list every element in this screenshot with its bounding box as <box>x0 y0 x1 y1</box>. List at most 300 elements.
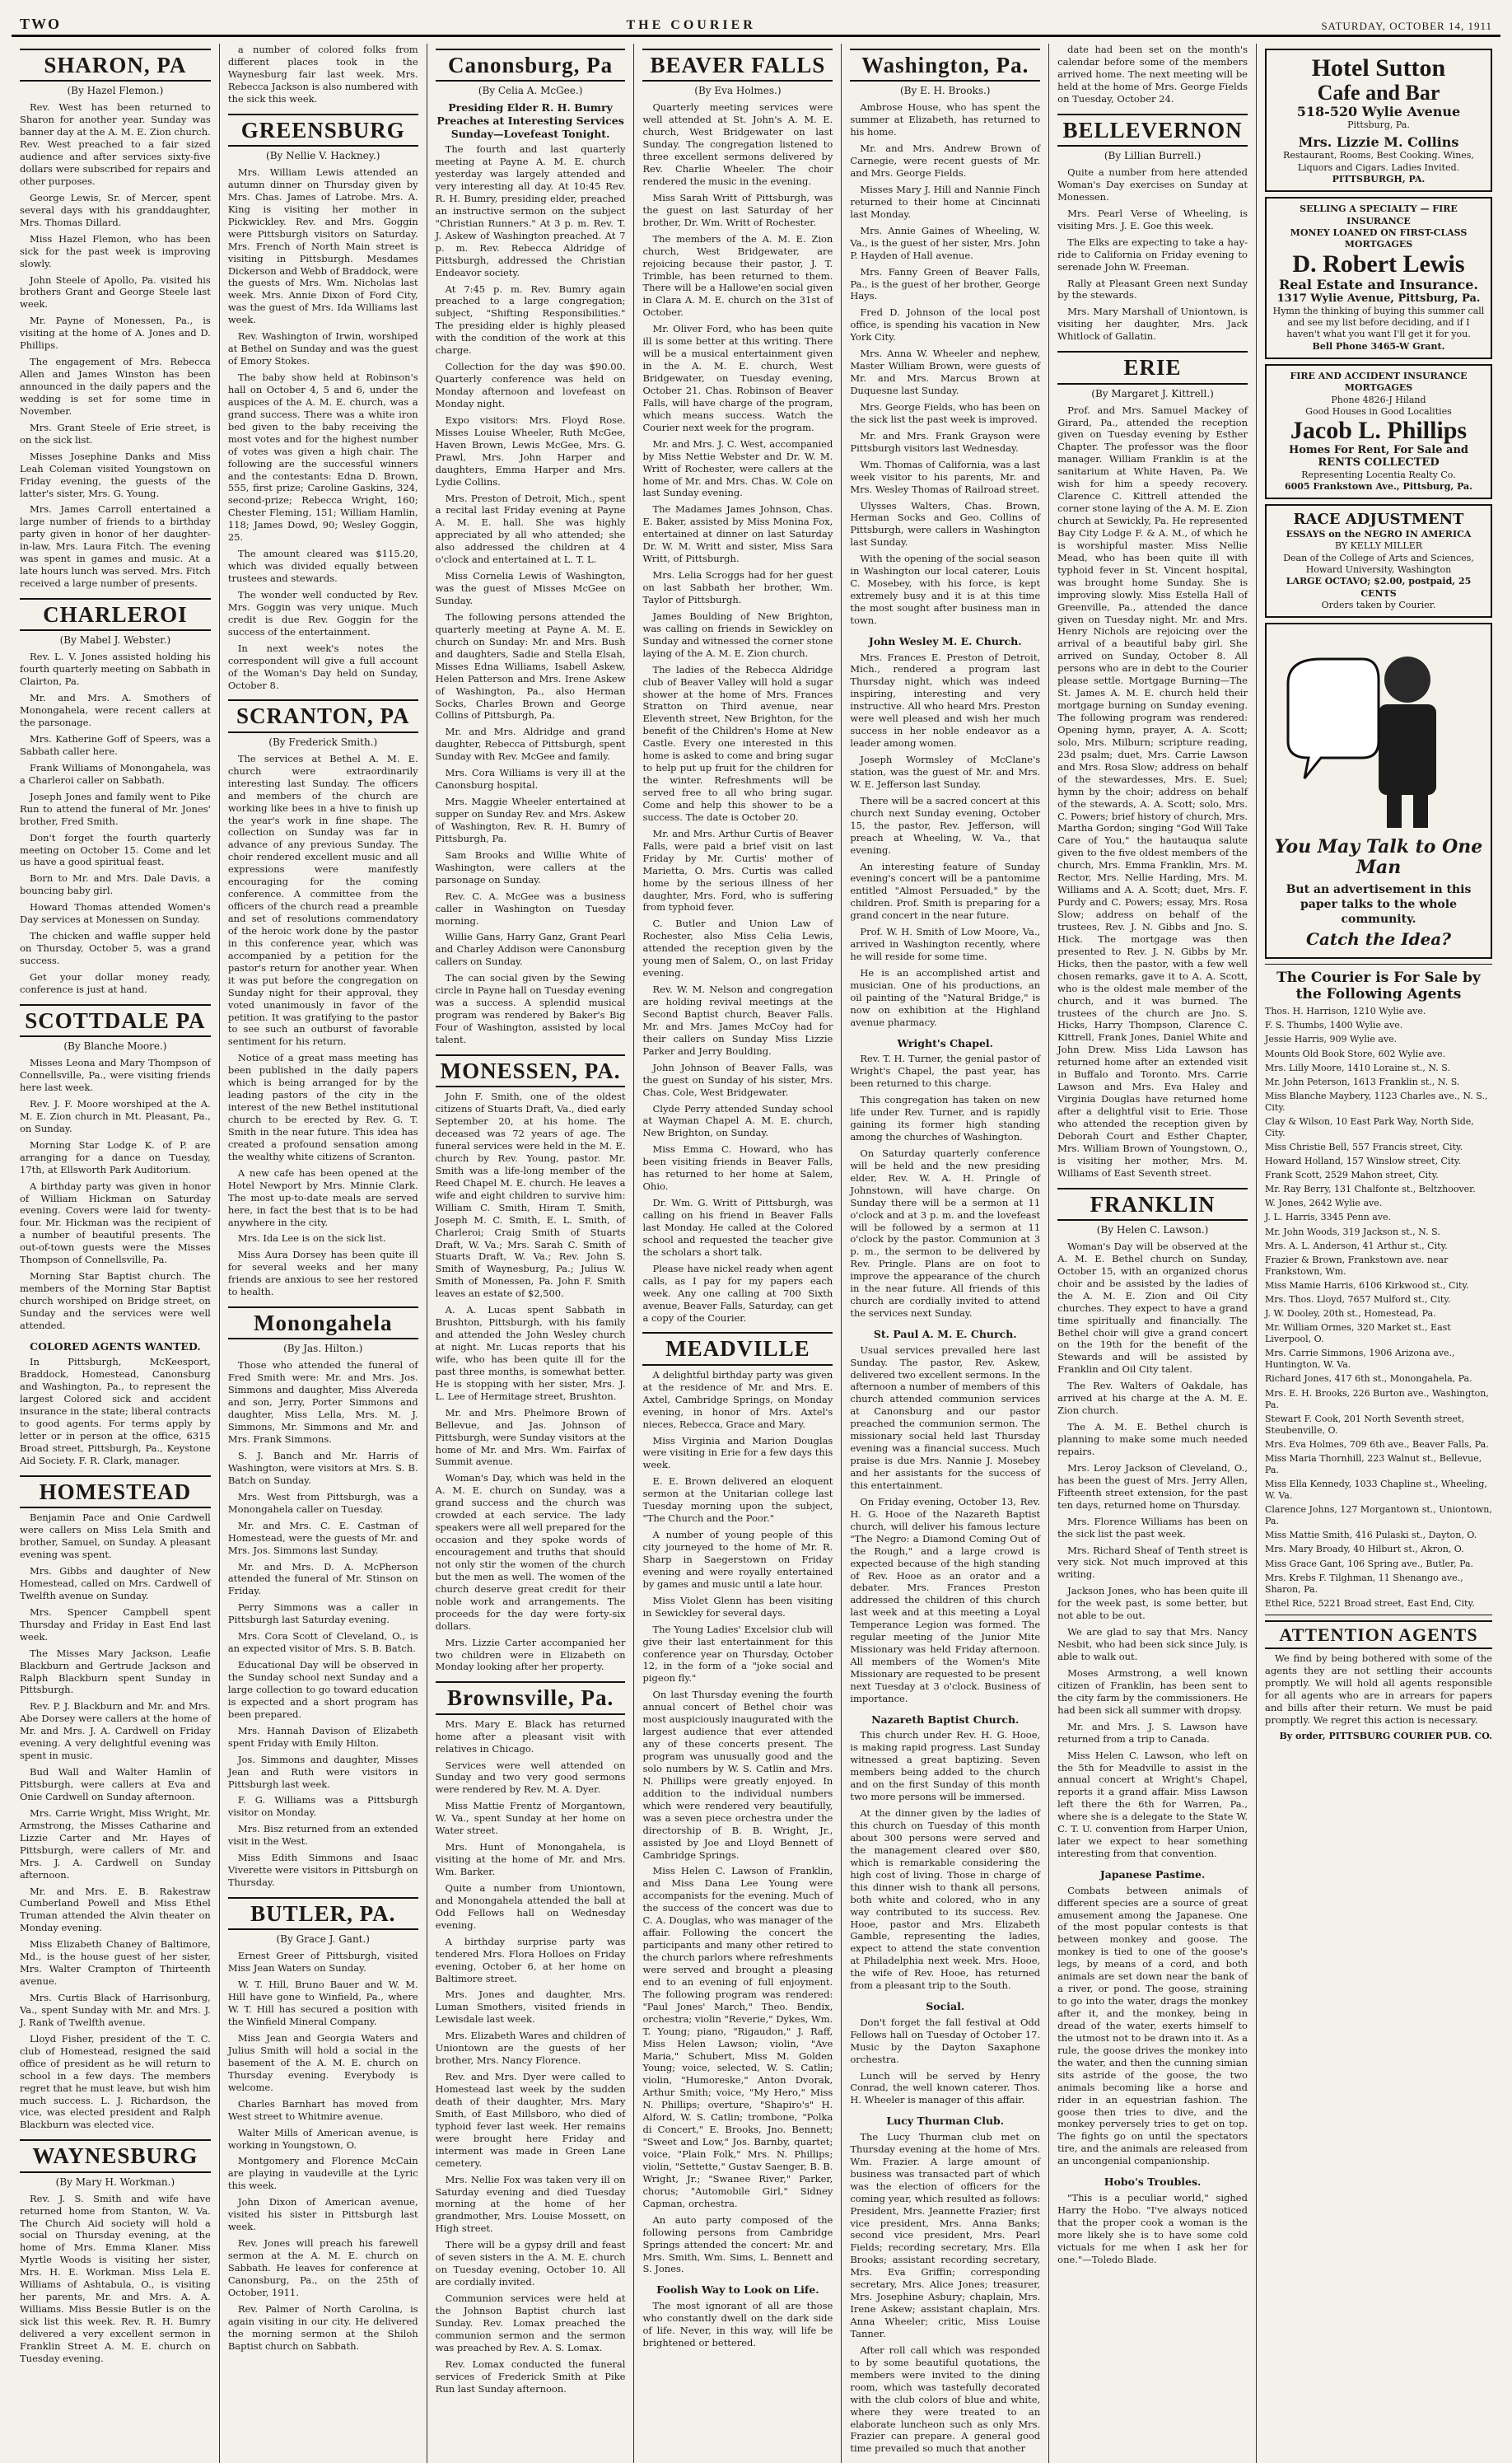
paragraph: C. Butler and Union Law of Rochester, also Miss Celia Lewis, attended the reception given by the young men of Salem, O., on last Friday evening. <box>642 918 833 979</box>
paragraph: With the opening of the social season in Washington our local caterer, Louis C. Mosebey, with his force, is kept extremely busy and it is at this time the most sought after business man in town. <box>850 553 1041 626</box>
column-4 <box>633 44 841 2463</box>
paragraph: Lunch will be served by Henry Conrad, the well known caterer. Thos. H. Wheeler is manager of this affair. <box>850 2069 1041 2106</box>
agent-entry: Clarence Johns, 127 Morgantown st., Uniontown, Pa. <box>1264 1504 1492 1527</box>
paragraph: A birthday surprise party was tendered Mrs. Flora Holloes on Friday evening, October 6, at her home on Baltimore street. <box>435 1935 626 1984</box>
paragraph: Mr. and Mrs. A. Smothers of Monongahela, were recent callers at the parsonage. <box>20 692 211 729</box>
paragraph: Morning Star Lodge K. of P. are arranging for a dance on Tuesday, 17th, at Ellsworth Park Auditorium. <box>20 1138 211 1175</box>
paragraph: Please have nickel ready when agent calls, as I pay for my papers each week. Any one calling at 700 Sixth avenue, Beaver Falls, Saturday, can get a copy of the Courier. <box>642 1262 833 1324</box>
paragraph: S. J. Banch and Mr. Harris of Washington, were visitors at Mrs. S. B. Batch on Sunday. <box>227 1450 418 1486</box>
lewis-phone: Bell Phone 3465-W Grant. <box>1312 340 1445 352</box>
paragraph: Quarterly meeting services were well attended at St. John's A. M. E. church, West Bridgewater on last Sunday. The congregation listened to three excellent sermons delivered by Rev. Charlie Wheeler. The choir rendered the music in the evening. <box>642 101 833 187</box>
race-by: BY KELLY MILLER <box>1334 540 1423 552</box>
paragraph: Miss Cornelia Lewis of Washington, was the guest of Misses McGee on Sunday. <box>435 570 626 607</box>
paragraph: Rev. West has been returned to Sharon for another year. Sunday was banner day at the A. M. E. Zion church. Rev. West preached to a fair sized audience and after services sixty-five dollars were subscribed for repairs and other purposes. <box>20 101 211 187</box>
paragraph: Mr. and Mrs. C. E. Castman of Homestead, were the guests of Mr. and Mrs. Jos. Simmons last Sunday. <box>227 1519 418 1556</box>
paragraph: Miss Emma C. Howard, who has been visiting friends in Beaver Falls, has returned to her home at Salem, Ohio. <box>642 1143 833 1193</box>
news-section <box>850 1713 1040 1992</box>
paragraph: The Madames James Johnson, Chas. E. Baker, assisted by Miss Monina Fox, entertained at dinner on last Saturday Dr. W. M. Writt and sister, Miss Sara Writt, of Pittsburgh. <box>642 503 833 565</box>
paragraph: Mr. and Mrs. Frank Grayson were Pittsburgh visitors last Wednesday. <box>850 429 1041 454</box>
section-headline: MEADVILLE <box>642 1332 833 1365</box>
news-section <box>20 1340 211 1467</box>
paragraph: Miss Helen C. Lawson, who left on the 5th for Meadville to assist in the annual concert at Wright's Chapel, reports it a grand affair. Miss Lawson left there the 6th for Warren, Pa., where she is a delegate to the State W. C. T. U. convention from Harper Union, later we expect to hear something interesting from that convention. <box>1057 1749 1248 1860</box>
hotel-city: Pittsburg, Pa. <box>1347 119 1410 130</box>
paragraph: Mrs. Hannah Davison of Elizabeth spent Friday with Emily Hilton. <box>227 1724 418 1749</box>
lewis-top: SELLING A SPECIALTY — FIRE INSURANCE <box>1300 203 1458 227</box>
agent-entry: Jessie Harris, 909 Wylie ave. <box>1264 1034 1398 1045</box>
paragraph: On last Thursday evening the fourth annual concert of Bethel choir was most auspiciously inaugurated with the largest audience that ever attended any of these concerts present. The program was unusually good and the solo numbers by W. S. Catlin and Mrs. N. Phillips were greatly enjoyed. In addition to the individual numbers which were rendered very beautifully, was a seven piece orchestra under the directorship of B. B. Wright, Jr., assisted by Joe and Lloyd Bennett of Cambridge Springs. <box>642 1689 833 1861</box>
agent-entry: Miss Blanche Maybery, 1123 Charles ave., N. S., City. <box>1264 1090 1488 1113</box>
paragraph: Ambrose House, who has spent the summer at Elizabeth, has returned to his home. <box>850 101 1041 138</box>
divider <box>1265 964 1492 965</box>
column-2 <box>219 44 427 2463</box>
race-title: RACE ADJUSTMENT <box>1293 511 1464 529</box>
paragraph: Mr. and Mrs. E. B. Rakestraw Cumberland Powell and Miss Ethel Truman attended the Alvin theater on Monday evening. <box>20 1885 211 1934</box>
agent-entry: Ethel Rice, 5221 Broad street, East End, City. <box>1264 1597 1475 1609</box>
news-section <box>850 1037 1040 1320</box>
paragraph: Mr. and Mrs. Andrew Brown of Carnegie, were recent guests of Mr. and Mrs. George Fields. <box>850 143 1041 180</box>
paragraph: Rev. W. M. Nelson and congregation are holding revival meetings at the Second Baptist church, Beaver Falls. Mr. and Mrs. James McCoy had for their callers on Sunday Miss Lizzie Parker and Jerry Boulding. <box>642 984 833 1057</box>
news-section <box>436 1681 626 2395</box>
paragraph: Mrs. Hunt of Monongahela, is visiting at the home of Mr. and Mrs. Wm. Barker. <box>435 1841 626 1878</box>
paragraph: Mrs. Mary Marshall of Uniontown, is visiting her daughter, Mrs. Jack Whitlock of Gallatin. <box>1057 306 1248 343</box>
paragraph: James Boulding of New Brighton, was calling on friends in Sewickley on Sunday and witnessed the corner stone laying of the A. M. E. Zion church. <box>642 610 833 659</box>
phillips-note: Good Houses in Good Localities <box>1305 405 1452 417</box>
race-price: LARGE OCTAVO; $2.00, postpaid, 25 CENTS <box>1286 576 1472 599</box>
paragraph: Mr. and Mrs. D. A. McPherson attended the funeral of Mr. Stinson on Friday. <box>227 1560 418 1597</box>
byline: (By Frederick Smith.) <box>268 736 378 748</box>
paragraph: Services were well attended on Sunday and two very good sermons were rendered by Rev. M. A. Dyer. <box>435 1759 626 1796</box>
agent-entry: Mr. John Woods, 319 Jackson st., N. S. <box>1264 1226 1440 1237</box>
paragraph: Montgomery and Florence McCain are playing in vaudeville at the Lyric this week. <box>227 2155 418 2192</box>
paragraph: Miss Elizabeth Chaney of Baltimore, Md., is the house guest of her sister, Mrs. Walter Crampton of Thirteenth avenue. <box>20 1938 211 1988</box>
paragraph: Perry Simmons was a caller in Pittsburgh last Saturday evening. <box>227 1601 418 1626</box>
agent-entry: Mrs. E. H. Brooks, 226 Burton ave., Washington, Pa. <box>1264 1387 1489 1410</box>
paragraph: The chicken and waffle supper held on Thursday, October 5, was a grand success. <box>20 930 211 966</box>
paragraph: The members of the A. M. E. Zion church, West Bridgewater, are rejoicing because their pastor, J. T. Trimble, has been returned to them. There will be a Hallowe'en social given in Clara A. M. E. church on the 31st of October. <box>642 232 833 319</box>
hotel-cafe: Cafe and Bar <box>1317 80 1440 105</box>
paragraph: Mr. and Mrs. Phelmore Brown of Bellevue, and Jas. Johnson of Pittsburgh, were Sunday visitors at the home of Mr. and Mrs. Wm. Fairfax of Summit avenue. <box>435 1406 626 1468</box>
attention-sign: By order, PITTSBURG COURIER PUB. CO. <box>1279 1730 1492 1741</box>
paragraph: Communion services were held at the Johnson Baptist church last Sunday. Rev. Lomax preached the communion sermon and the sermon was preached by Rev. A. S. Lomax. <box>435 2292 626 2353</box>
paragraph: Mrs. Mary E. Black has returned home after a pleasant visit with relatives in Chicago. <box>435 1718 626 1755</box>
paragraph: Miss Edith Simmons and Isaac Viverette were visitors in Pittsburgh on Thursday. <box>227 1852 418 1889</box>
agent-entry: Stewart F. Cook, 201 North Seventh street, Steubenville, O. <box>1264 1413 1464 1436</box>
paragraph: Rev. C. A. McGee was a business caller in Washington on Tuesday morning. <box>435 890 626 927</box>
paragraph: The fourth and last quarterly meeting at Payne A. M. E. church yesterday was largely attended and very interesting all day. At 10:45 Rev. R. H. Bumry, presiding elder, preached an instructive sermon on the subject "Christian Runners." At 3 p. m. Rev. T. J. Askew of Washington preached. At 7 p. m. Rev. Rebecca Aldridge of Pittsburgh, addressed the Christian Endeavor society. <box>435 143 626 278</box>
news-section <box>1057 2176 1248 2265</box>
paragraph: F. G. Williams was a Pittsburgh visitor on Monday. <box>227 1794 418 1819</box>
paragraph: The engagement of Mrs. Rebecca Allen and James Winston has been announced in the daily papers and the wedding is set for some time in November. <box>20 356 211 417</box>
paragraph: Dr. Wm. G. Writt of Pittsburgh, was calling on his friend in Beaver Falls last Monday. He called at the Colored school and requested the teacher give the scholars a short talk. <box>642 1197 833 1258</box>
phillips-address: 6005 Frankstown Ave., Pittsburg, Pa. <box>1284 481 1473 493</box>
paragraph: Joseph Jones and family went to Pike Run to attend the funeral of Mr. Jones' brother, Fred Smith. <box>20 790 211 827</box>
paragraph: Rev. L. V. Jones assisted holding his fourth quarterly meeting on Sabbath in Clairton, Pa. <box>20 651 211 688</box>
paragraph: Miss Aura Dorsey has been quite ill for several weeks and her many friends are anxious to see her restored to health. <box>227 1249 418 1298</box>
news-section <box>1057 114 1248 344</box>
paragraph: The Young Ladies' Excelsior club will give their last entertainment for this conference year on Thursday, October 12, in the form of a "joke social and pigeon fly." <box>642 1623 833 1685</box>
paragraph: Jackson Jones, who has been quite ill for the week past, is some better, but not able to be out. <box>1057 1585 1248 1622</box>
section-headline: Monongahela <box>228 1306 418 1339</box>
paragraph: Woman's Day will be observed at the A. M. E. Bethel church on Sunday, October 15, with an organized chorus choir and be assisted by the ladies of the A. M. E. Zion and Oil City churches. They expect to have a grand time spiritually and financially. The Bethel choir will give a grand concert on the 19th for the benefit of the Stewards and will be assisted by Franklin and Oil City talent. <box>1057 1240 1248 1376</box>
hotel-city-2: PITTSBURGH, PA. <box>1332 174 1426 185</box>
paragraph: Mrs. Carrie Wright, Miss Wright, Mr. Armstrong, the Misses Catharine and Lizzie Carter and Mr. Hayes of Pittsburgh, were callers of Mr. and Mrs. J. A. Cardwell on Sunday afternoon. <box>20 1806 211 1881</box>
paragraph: Mrs. Grant Steele of Erie street, is on the sick list. <box>20 421 211 446</box>
paragraph: A new cafe has been opened at the Hotel Newport by Mrs. Minnie Clark. The most up-to-date meals are served here, in fact the best that is to be had anywhere in the city. <box>227 1166 418 1228</box>
section-headline: SCOTTDALE PA <box>20 1004 211 1037</box>
paragraph: Born to Mr. and Mrs. Dale Davis, a bouncing baby girl. <box>20 872 211 897</box>
paragraph: The Lucy Thurman club met on Thursday evening at the home of Mrs. Wm. Frazier. A large amount of business was transacted part of which was the election of officers for the coming year, which resulted as follows: President, Mrs. Jeannette Frazier; first vice president, Mrs. Anna Banks; second vice president, Mrs. Pearl Fields; recording secretary, Mrs. Ella Brooks; assistant recording secretary, Mrs. Eva Griffin; corresponding secretary, Mrs. Alice Jones; treasurer, Mrs. Josephine Asbury; chaplain, Mrs. Irene Askew; assistant chaplain, Mrs. Anna Wheeler; critic, Miss Louise Tanner. <box>850 2130 1041 2339</box>
paragraph: Rally at Pleasant Green next Sunday by the stewards. <box>1057 277 1248 301</box>
paragraph: "This is a peculiar world," sighed Harry the Hobo. "I've always noticed that the proper cook a woman is the more likely she is to have some cold victuals for me when I ask her for one."—Toledo Blade. <box>1057 2191 1248 2265</box>
paragraph: Mrs. Nellie Fox was taken very ill on Saturday evening and died Tuesday morning at the home of her grandmother, Mrs. Louise Mossett, on High street. <box>435 2173 626 2235</box>
paragraph: Collection for the day was $90.00. Quarterly conference was held on Monday afternoon and lovefeast on Monday night. <box>435 361 626 409</box>
paragraph: We are glad to say that Mrs. Nancy Nesbit, who had been sick since July, is able to walk out. <box>1057 1626 1248 1663</box>
section-headline: SHARON, PA <box>20 49 211 82</box>
phillips-name: Jacob L. Phillips <box>1290 417 1468 445</box>
columns <box>12 44 1500 2455</box>
paragraph: Mrs. Anna W. Wheeler and nephew, Master William Brown, were guests of Mr. and Mrs. Marcus Brown at Duquesne last Sunday. <box>850 348 1041 397</box>
sale-title: The Courier is For Sale by the Following Agents <box>1276 970 1481 1003</box>
paragraph: Prof. and Mrs. Samuel Mackey of Girard, Pa., attended the reception given on Tuesday evening by Esther Chapter. The professor was the floor manager. William Franklin is at the sanitarium at White Haven, Pa. We wish for him a speedy recovery. Clarence C. Kittrell attended the corner stone laying of the A. M. E. Zion church at Sewickly, Pa. He represented Bay City Lodge F. & A. M., of which he is worshipful master. Miss Nellie Mead, who has been quite ill with typhoid fever in St. Vincent hospital, was brought home Sunday. She is improving slowly. Miss Estella Hall of Greenville, Pa., attended the dance given on Tuesday night. Mr. and Mrs. Henry Nichols are rejoicing over the arrival of a beautiful baby girl. She arrived on Sunday, October 8. All persons who are in debt to the Courier please settle. Mortgage Burning—The St. James A. M. E. church held their mortgage burning on Sunday evening. The following program was rendered: Opening hymn, prayer, A. A. Scott; solo, Mrs. Milburn; scripture reading, 23d psalm; duet, Mrs. Carrie Lawson and Mrs. Rosa Slow; address on behalf of the stewardesses, Mrs. E. Suel; hymn by the choir; address on behalf of the stewards, A. A. Scott; solo, Mrs. C. Powers; brief history of church, Mrs. Martha Gordon; singing "God Will Take Care of You," the hautauqua salute given to the five oldest members of the church, Mrs. Emma Franklin, Mrs. M. Rector, Mrs. Nellie Harding, Mrs. M. Williams and A. A. Scott; duet, Mrs. F. Purdy and C. Powers; essay, Mrs. Rosa Slow; address on behalf of the trustees, Rev. J. N. Gibbs and Jno. S. Hick. The mortgage was then presented to Rev. J. N. Gibbs by Mr. Hicks, then the pastor, with a few well chosen remarks, gave it to A. A. Scott, who is the oldest male member of the church, and it was burned. The trustees of the church are Jno. S. Hicks, Harry Thompson, Clarence C. Kittrell, Frank Jones, Daniel White and John Drew. Miss Lida Lawson has returned home after an extended visit in Buffalo and Toronto. Mrs. Carrie Lawson and Mrs. Eva Haley and Virginia Douglas have returned home after a delightful visit to Erie. Those who attended the reception given by Deborah Court and Esther Chapter, Mrs. William Brown of Youngstown, O., is visiting her mother, Mrs. M. Williams of East Seventh street. <box>1057 404 1248 1179</box>
news-section <box>1057 1188 1248 1860</box>
attention-title: ATTENTION AGENTS <box>1265 1620 1492 1649</box>
paragraph: Don't forget the fall festival at Odd Fellows hall on Tuesday of October 17. Music by the Dayton Saxaphone orchestra. <box>850 2016 1041 2065</box>
agents-list <box>1265 1006 1492 1610</box>
column-3 <box>427 44 634 2463</box>
paragraph: The most ignorant of all are those who constantly dwell on the dark side of life. Never, in this way, will life be brightened or bettered. <box>642 2300 833 2348</box>
paragraph: Misses Mary J. Hill and Nannie Finch returned to their home at Cincinnati last Monday. <box>850 183 1041 220</box>
lewis-note: Hymn the thinking of buying this summer call and see my list before deciding, and if I haven't what you want I'll get it for you. <box>1272 305 1485 340</box>
agent-entry: Mrs. Lilly Moore, 1410 Loraine st., N. S. <box>1264 1062 1450 1073</box>
paragraph: Mrs. Pearl Verse of Wheeling, is visiting Mrs. J. E. Goe this week. <box>1057 207 1248 231</box>
paragraph: Mrs. Fanny Green of Beaver Falls, Pa., is the guest of her brother, George Hays. <box>850 265 1041 302</box>
paragraph: Get your dollar money ready, conference is just at hand. <box>20 970 211 995</box>
paragraph: The amount cleared was $115.20, which was divided equally between trustees and stewards. <box>227 548 418 585</box>
subheading: Japanese Pastime. <box>1099 1868 1206 1881</box>
paragraph: Mr. Payne of Monessen, Pa., is visiting at the home of A. Jones and D. Phillips. <box>20 315 211 352</box>
paragraph: Mrs. Lizzie Carter accompanied her two children were in Elizabeth on Monday looking after her property. <box>435 1636 626 1673</box>
news-section <box>850 2000 1040 2106</box>
paragraph: Ulysses Walters, Chas. Brown, Herman Socks and Geo. Collins of Pittsburgh, were callers in Washington last Sunday. <box>850 499 1041 549</box>
paragraph: The can social given by the Sewing circle in Payne hall on Tuesday evening was a success. A splendid musical program was rendered by Baker's Big Four of Washington, assisted by local talent. <box>435 972 626 1045</box>
paragraph: Mrs. Preston of Detroit, Mich., spent a recital last Friday evening at Payne A. M. E. hall. She was highly appreciated by all who attended; she also addressed the children at 4 o'clock and entertained at L. T. L. <box>435 492 626 566</box>
paragraph: Mrs. William Lewis attended an autumn dinner on Thursday given by Mrs. Chas. James of Latrobe. Mrs. A. King is visiting her mother in Pickwickley. Rev. and Mrs. Goggin were Pittsburgh visitors on Saturday. Mrs. French of North Main street is visiting in Pittsburgh. Mesdames Dickerson and Webb of Braddock, were the guests of Mrs. Wm. Nicholas last week. Mrs. Annie Dixon of Ford City, was the guest of Mrs. Ida Williams last week. <box>227 166 418 326</box>
paragraph: Mrs. Lelia Scroggs had for her guest on last Sabbath her brother, Wm. Taylor of Pittsburgh. <box>642 569 833 605</box>
paragraph: Mrs. Florence Williams has been on the sick list the past week. <box>1057 1515 1248 1540</box>
paragraph: Mrs. George Fields, who has been on the sick list the past week is improved. <box>850 400 1041 425</box>
paragraph: Clyde Perry attended Sunday school at Wayman Chapel A. M. E. church, New Brighton, on Sunday. <box>642 1102 833 1139</box>
byline: (By Celia A. McGee.) <box>478 85 583 97</box>
phillips-ad <box>1265 364 1492 499</box>
paragraph: In next week's notes the correspondent will give a full account of the Woman's Day held on Sunday, October 8. <box>227 642 418 691</box>
hotel-name: Hotel Sutton <box>1311 54 1446 82</box>
section-headline: SCRANTON, PA <box>228 699 418 732</box>
agent-entry: Frazier & Brown, Frankstown ave. near Frankstown, Wm. <box>1264 1254 1449 1277</box>
paragraph: Don't forget the fourth quarterly meeting on October 15. Come and let us have a good spiritual feast. <box>20 831 211 868</box>
section-headline: Canonsburg, Pa <box>436 49 626 82</box>
agent-entry: Miss Christie Bell, 557 Francis street, City. <box>1264 1142 1463 1153</box>
paragraph: After roll call which was responded to by some beautiful quotations, the members were invited to the dining room, which was tastefully decorated with the club colors of blue and white, where they were treated to an elaborate luncheon such as only Mrs. Frazier can prepare. A general good time prevailed so much that another <box>850 2344 1041 2455</box>
news-section <box>228 1306 418 1889</box>
column-1 <box>12 44 219 2463</box>
paragraph: Misses Josephine Danks and Miss Leah Coleman visited Youngstown on Friday evening, the guests of the latter's sister, Mrs. G. Young. <box>20 450 211 499</box>
paragraph: An interesting feature of Sunday evening's concert will be a pantomime entitled "Almost Persuaded," by the children. Prof. Smith is preparing for a grand concert in the near future. <box>850 860 1041 922</box>
paragraph: The Rev. Walters of Oakdale, has arrived at his charge at the A. M. E. Zion church. <box>1057 1380 1248 1417</box>
paragraph: He is an accomplished artist and musician. One of his productions, an oil painting of the "Natural Bridge," is now on exhibition at the Highland avenue pharmacy. <box>850 967 1041 1028</box>
paragraph: Mr. and Mrs. Arthur Curtis of Beaver Falls, were paid a brief visit on last Friday by Mr. Curtis' mother of Marietta, O. Mrs. Curtis was called home by the serious illness of her daughter, Mrs. Ford, who is suffering from typhoid fever. <box>642 827 833 914</box>
paragraph: Mrs. Leroy Jackson of Cleveland, O., has been the guest of Mrs. Jerry Allen, Fifteenth street extension, for the past ten days, returned home on Thursday. <box>1057 1461 1248 1511</box>
paragraph: Mr. and Mrs. Aldridge and grand daughter, Rebecca of Pittsburgh, spent Sunday with Rev. McGee and family. <box>435 726 626 763</box>
paragraph: The following persons attended the quarterly meeting at Payne A. M. E. church on Sunday: Mr. and Mrs. Bush and daughters, Sadie and Stella Elsah, Misses Edna Williams, Isabell Askew, Helen Patterson and Mrs. Irene Askew of Washington, Pa., also Herman Socks, Charles Brown and George Collins of Pittsburgh, Pa. <box>435 610 626 722</box>
masthead <box>12 0 1500 37</box>
subheading: Presiding Elder R. H. Bumry Preaches at Interesting Services Sunday—Lovefeast Tonight. <box>436 101 624 140</box>
news-section <box>1057 1868 1248 2167</box>
hotel-proprietor: Mrs. Lizzie M. Collins <box>1298 134 1459 151</box>
subheading: Foolish Way to Look on Life. <box>656 2283 819 2297</box>
news-section <box>642 2283 833 2348</box>
paragraph: Prof. W. H. Smith of Low Moore, Va., arrived in Washington recently, where he will reside for some time. <box>850 926 1041 963</box>
news-section <box>850 2115 1040 2455</box>
paragraph: Walter Mills of American avenue, is working in Youngstown, O. <box>227 2126 418 2151</box>
paragraph: The A. M. E. Bethel church is planning to make some much needed repairs. <box>1057 1421 1248 1457</box>
agent-entry: Thos. H. Harrison, 1210 Wylie ave. <box>1264 1006 1426 1017</box>
paragraph: Mrs. Ida Lee is on the sick list. <box>237 1232 386 1245</box>
paragraph: On Friday evening, October 13, Rev. H. G. Hooe of the Nazareth Baptist church, will deliver his famous lecture "The Negro: a Diamond Coming Out of the Rough," and a large crowd is expected because of the high standing of Rev. Hooe as an orator and a debater. Mrs. Frances Preston addressed the children of this church last week and at this meeting a Loyal Temperance Legion was formed. The regular meeting of the Junior Mite Missionary was held Friday afternoon. All members of the Women's Mite Missionary are requested to be present next Tuesday at 3 o'clock. Business of importance. <box>850 1495 1041 1704</box>
agent-entry: Miss Mattie Smith, 416 Pulaski st., Dayton, O. <box>1264 1530 1477 1541</box>
paragraph: Mrs. Bisz returned from an extended visit in the West. <box>227 1823 418 1848</box>
news-section <box>20 1004 211 1332</box>
paragraph: Mrs. Katherine Goff of Speers, was a Sabbath caller here. <box>20 733 211 757</box>
lewis-sub: Real Estate and Insurance. <box>1278 277 1478 293</box>
paragraph: Mr. Oliver Ford, who has been quite ill is some better at this writing. There will be a musical entertainment given in the A. M. E. church, West Bridgewater, on Tuesday evening, October 21. Chas. Robinson of Beaver Falls, will have charge of the program, which means success. Watch the Courier next week for the program. <box>642 323 833 433</box>
column-7-ads <box>1256 44 1500 2463</box>
agent-entry: Mrs. Thos. Lloyd, 7657 Mulford st., City. <box>1264 1293 1451 1305</box>
phillips-note-2: Representing Locentia Realty Co. <box>1301 469 1456 480</box>
paragraph: E. E. Brown delivered an eloquent sermon at the Unitarian college last Tuesday morning upon the subject, "The Church and the Poor." <box>642 1475 833 1525</box>
agent-entry: Mounts Old Book Store, 602 Wylie ave. <box>1264 1048 1446 1059</box>
byline: (By E. H. Brooks.) <box>899 85 991 97</box>
paragraph: Mrs. Jones and daughter, Mrs. Luman Smothers, visited friends in Lewisdale last week. <box>435 1989 626 2026</box>
paragraph: Mrs. James Carroll entertained a large number of friends to a birthday party given in honor of her daughter-in-law, Mrs. Laura Fitch. The evening was spent in games and music. At a late hours lunch was served. Mrs. Fitch received a large number of presents. <box>20 503 211 590</box>
paragraph: Rev. and Mrs. Dyer were called to Homestead last week by the sudden death of their daughter, Mrs. Mary Smith, of East Millsboro, who died of typhoid fever last week. Her remains were brought here Friday and interment was made in Green Lane cemetery. <box>435 2071 626 2169</box>
paragraph: John Johnson of Beaver Falls, was the guest on Sunday of his sister, Mrs. Chas. Cole, West Bridgewater. <box>642 1061 833 1098</box>
news-section <box>228 1897 418 2352</box>
paragraph: Bud Wall and Walter Hamlin of Pittsburgh, were callers at Eva and Onie Cardwell on Sunday afternoon. <box>20 1766 211 1802</box>
paragraph: Benjamin Pace and Onie Cardwell were callers on Miss Lela Smith and brother, Samuel, on Sunday. A pleasant evening was spent. <box>20 1512 211 1561</box>
paragraph: Misses Leona and Mary Thompson of Connellsville, Pa., were visiting friends here last week. <box>20 1057 211 1094</box>
paragraph: Mrs. Cora Williams is very ill at the Canonsburg hospital. <box>435 767 626 792</box>
paragraph: Mrs. Richard Sheaf of Tenth street is very sick. Not much improved at this writing. <box>1057 1544 1248 1581</box>
byline: (By Nellie V. Hackney.) <box>266 150 380 162</box>
paragraph: Usual services prevailed here last Sunday. The pastor, Rev. Askew, delivered two excellent sermons. In the afternoon a number of members of this church attended communion services at Canonsburg and our pastor preached the communion sermon. The missionary social held last Thursday evening was a financial success. Much praise is due Mrs. Nannie J. Mosebey and her assistants for the success of this entertainment. <box>850 1344 1041 1491</box>
agent-entry: J. L. Harris, 3345 Penn ave. <box>1264 1212 1392 1223</box>
paragraph: A birthday party was given in honor of William Hickman on Saturday evening. Covers were laid for twenty-four. Mr. Hickman was the recipient of a number of beautiful presents. The out-of-town guests were the Misses Thompson of Connellsville, Pa. <box>20 1180 211 1266</box>
byline: (By Grace J. Gant.) <box>276 1933 370 1946</box>
byline: (By Hazel Flemon.) <box>67 85 164 97</box>
byline: (By Eva Holmes.) <box>694 85 782 97</box>
paragraph: Miss Jean and Georgia Waters and Julius Smith will hold a social in the basement of the A. M. E. church on Thursday evening. Everybody is welcome. <box>227 2032 418 2093</box>
talk-note: But an advertisement in this paper talks to the whole community. <box>1286 882 1472 927</box>
byline: (By Blanche Moore.) <box>63 1040 167 1053</box>
paragraph: Miss Helen C. Lawson of Franklin, and Miss Dana Lee Young were accompanists for the evening. Much of the success of the concert was due to C. A. Douglas, who was manager of the affair. Following the concert the participants and many other retired to the church parlors where refreshments were served and brought a pleasing end to an evening of full enjoyment. The following program was rendered: "Paul Jones' March," Theo. Bendix, orchestra; violin "Reverie," Dykes, Wm. T. Young; piano, "Rigaudon," J. Raff, Miss Helen Lawson; violin, "Ave Maria," Schubert, Miss M. Golden Young; voice, selected, W. S. Catlin; violin, "Humoreske," Anton Dvorak, Arthur Smith; voice, "My Hero," Miss N. Phillips; overture, "Shapiro's" H. Alford, W. S. Catlin; trombone, "Polka di Concert," E. Brooks, Jno. Bennett; "Sweet and Low," Jos. Barnby, quartet; voice, "Plain Folk," Mrs. N. Phillips; violin, "Settette," Gustav Saenger, B. B. Wright, Jr.; "Swanee River," Parker, chorus; "Automobile Girl," Sidney Capman, orchestra. <box>642 1865 833 2209</box>
section-headline: BEAVER FALLS <box>642 49 833 82</box>
paragraph: Quite a number from here attended Woman's Day exercises on Sunday at Monessen. <box>1057 166 1248 203</box>
byline: (By Margaret J. Kittrell.) <box>1091 387 1214 400</box>
subheading: Nazareth Baptist Church. <box>871 1713 1020 1726</box>
lewis-address: 1317 Wylie Avenue, Pittsburg, Pa. <box>1276 292 1481 306</box>
paragraph: Miss Virginia and Marion Douglas were visiting in Erie for a few days this week. <box>642 1434 833 1471</box>
lewis-ad <box>1265 197 1492 359</box>
section-headline: MONESSEN, PA. <box>436 1054 626 1087</box>
news-section <box>228 114 418 692</box>
paragraph: Notice of a great mass meeting has been published in the daily papers which is being arranged for by the leading pastors of the city in the interest of the new Bethel institutional church to be erected by Rev. G. T. Smith in the near future. This idea has created a profound sensation among the wealthy white citizens of Scranton. <box>227 1052 418 1162</box>
column-5 <box>841 44 1048 2463</box>
race-sub: ESSAYS on the NEGRO IN AMERICA <box>1286 529 1472 540</box>
paragraph: George Lewis, Sr. of Mercer, spent several days with his granddaughter, Mrs. Thomas Dillard. <box>20 191 211 228</box>
paragraph: Miss Sarah Writt of Pittsburgh, was the guest on last Saturday of her brother, Dr. Wm. Writt of Rochester. <box>642 191 833 228</box>
phillips-sub: Homes For Rent, For Sale and RENTS COLLECTED <box>1288 443 1469 470</box>
paragraph: At the dinner given by the ladies of this church on Tuesday of this month about 300 persons were served and the management cleared over $80, which is remarkable considering the high cost of living. Those in charge of this dinner wish to thank all persons, both white and colored, who in any way contributed to its success. Rev. Hooe, pastor and Mrs. Elizabeth Gamble, representing the ladies, expect to attend the state convention at Philadelphia next week. Mrs. Hooe, the wife of Rev. Hooe, has returned from a pleasant trip to the South. <box>850 1807 1041 1992</box>
paragraph: A. A. Lucas spent Sabbath in Brushton, Pittsburgh, with his family and attended the John Wesley church at night. Mr. Lucas reports that his wife, who has been quite ill for the past three months, is somewhat better. He is stopping with her sister, Mrs. J. L. Lee of Hermitage street, Brushton. <box>435 1304 626 1402</box>
subheading: Wright's Chapel. <box>897 1036 994 1049</box>
paragraph: Mrs. Elizabeth Wares and children of Uniontown are the guests of her brother, Mrs. Nancy Florence. <box>435 2030 626 2067</box>
paragraph: Mr. and Mrs. J. C. West, accompanied by Miss Nettie Webster and Dr. W. M. Writt of Rochester, were callers at the home of Mr. and Mrs. Chas. W. Cole on last Sunday evening. <box>642 437 833 499</box>
paragraph: Jos. Simmons and daughter, Misses Jean and Ruth were visitors in Pittsburgh last week. <box>227 1753 418 1790</box>
paragraph: John Dixon of American avenue, visited his sister in Pittsburgh last week. <box>227 2196 418 2233</box>
paragraph: Rev. T. H. Turner, the genial pastor of Wright's Chapel, the past year, has been returned to this charge. <box>850 1053 1041 1090</box>
paragraph: Mr. and Mrs. J. S. Lawson have returned from a trip to Canada. <box>1057 1720 1248 1745</box>
news-section <box>850 635 1040 1029</box>
byline: (By Helen C. Lawson.) <box>1096 1223 1209 1236</box>
paragraph: The baby show held at Robinson's hall on October 4, 5 and 6, under the auspices of the A. M. E. church, was a grand success. There was a white iron bed given to the baby receiving the most votes and for the highest number of votes was given a high chair. The following are the successful winners and the contestants: Edna D. Brown, 555, first prize; Caroline Gaskins, 324, second-prize; Rebecca Wright, 160; Chester Fleming, 151; William Hamlin, 118; James Dowd, 90; Wesley Goggin, 25. <box>227 372 418 544</box>
paragraph: W. T. Hill, Bruno Bauer and W. M. Hill have gone to Winfield, Pa., where W. T. Hill has secured a position with the Winfield Mineral Company. <box>227 1979 418 2028</box>
agent-entry: Mr. Ray Berry, 131 Chalfonte st., Beltzhoover. <box>1264 1184 1476 1195</box>
paragraph: There will be a gypsy drill and feast of seven sisters in the A. M. E. church on Tuesday evening, October 10. All are cordially invited. <box>435 2239 626 2288</box>
news-section <box>20 2139 211 2364</box>
paragraph: Mrs. Spencer Campbell spent Thursday and Friday in East End last week. <box>20 1605 211 1643</box>
hotel-sutton-ad <box>1265 49 1492 192</box>
talk-ad <box>1265 623 1492 959</box>
agent-entry: Mrs. Mary Broady, 40 Hilburt st., Akron, O. <box>1264 1544 1464 1555</box>
hotel-address: 518-520 Wylie Avenue <box>1296 103 1461 119</box>
lewis-mid: MONEY LOANED ON FIRST-CLASS MORTGAGES <box>1290 227 1468 250</box>
paragraph: John Steele of Apollo, Pa. visited his brothers Grant and George Steele last week. <box>20 273 211 311</box>
agent-entry: Miss Grace Gant, 106 Spring ave., Butler, Pa. <box>1264 1558 1474 1569</box>
news-section <box>642 49 833 1324</box>
talk-end: Catch the Idea? <box>1305 929 1451 950</box>
paragraph: Educational Day will be observed in the Sunday school next Sunday and a large collection to go toward education is expected and a short program has been prepared. <box>227 1659 418 1720</box>
paragraph: At 7:45 p. m. Rev. Bumry again preached to a large congregation; subject, "Shifting Responsibilities." The presiding elder is highly pleased with the condition of the work at this charge. <box>435 283 626 357</box>
news-section <box>850 49 1040 627</box>
paragraph: Woman's Day, which was held in the A. M. E. church on Sunday, was a grand success and the church was crowded at each service. The lady speakers were all well prepared for the occasion and they spoke words of encouragement and truths that should not only stir the women of the church but the men as well. The women of the church deserve great credit for their noble work and arrangements. The proceeds for the day were forty-six dollars. <box>435 1472 626 1632</box>
paragraph: Morning Star Baptist church. The members of the Morning Star Baptist church worshiped on Bridge street, on Sunday and the services were well attended. <box>20 1270 211 1331</box>
issue-date: SATURDAY, OCTOBER 14, 1911 <box>1321 20 1492 32</box>
subheading: Hobo's Troubles. <box>1104 2176 1202 2189</box>
agent-entry: Mrs. Carrie Simmons, 1906 Arizona ave., Huntington, W. Va. <box>1264 1348 1455 1371</box>
subheading: St. Paul A. M. E. Church. <box>873 1328 1017 1341</box>
paragraph: Mrs. Gibbs and daughter of New Homestead, called on Mrs. Cardwell of Twelfth avenue on Sunday. <box>20 1565 211 1601</box>
section-headline: WAYNESBURG <box>20 2139 211 2172</box>
news-section <box>850 1328 1040 1705</box>
paragraph: Rev. P. J. Blackburn and Mr. and Mrs. Abe Dorsey were callers at the home of Mr. and Mrs. J. A. Cardwell on Friday evening. A very delightful evening was spent in music. <box>20 1700 211 1762</box>
news-section <box>1057 44 1248 105</box>
paragraph: Willie Gans, Harry Ganz, Grant Pearl and Charley Addison were Canonsburg callers on Sunday. <box>435 931 626 968</box>
speaker-illustration-icon <box>1272 634 1486 832</box>
attention-text: We find by being bothered with some of the agents they are not settling their accounts promptly. We will hold all agents responsible for all agents who are in arrears for papers and bills after their return. We must be paid promptly. We regret this action is necessary. <box>1264 1652 1492 1726</box>
byline: (By Lillian Burrell.) <box>1104 150 1202 162</box>
phillips-top: FIRE AND ACCIDENT INSURANCE <box>1290 371 1468 382</box>
news-section <box>642 1332 833 2275</box>
phillips-mid: MORTGAGES <box>1344 382 1413 394</box>
page-number: TWO <box>20 16 62 32</box>
paragraph: A number of young people of this city journeyed to the home of Mr. R. Sharp in Saegerstown on Friday evening and were royally entertained by games and music until a late hour. <box>642 1529 833 1590</box>
paragraph: Charles Barnhart has moved from West street to Whitmire avenue. <box>227 2097 418 2122</box>
paragraph: There will be a sacred concert at this church next Sunday evening, October 15, the pastor, Rev. Jefferson, will preach at Wheeling, W. Va., that evening. <box>850 794 1041 856</box>
paper-name: THE COURIER <box>626 18 756 32</box>
agent-entry: Miss Ella Kennedy, 1033 Chapline st., Wheeling, W. Va. <box>1264 1479 1487 1502</box>
agent-entry: Richard Jones, 417 6th st., Monongahela, Pa. <box>1264 1373 1472 1385</box>
race-adjustment-ad <box>1265 504 1492 618</box>
paragraph: This congregation has taken on new life under Rev. Turner, and is rapidly gaining its former high standing among the churches of Washington. <box>850 1094 1041 1143</box>
paragraph: Rev. J. F. Moore worshiped at the A. M. E. Zion church in Mt. Pleasant, Pa., on Sunday. <box>20 1097 211 1134</box>
race-note: Dean of the College of Arts and Sciences, Howard University, Washington <box>1283 552 1474 575</box>
column-6 <box>1048 44 1256 2463</box>
paragraph: Miss Mattie Frentz of Morgantown, W. Va., spent Sunday at her home on Water street. <box>435 1800 626 1837</box>
paragraph: Rev. Palmer of North Carolina, is again visiting in our city. He delivered the morning sermon at the Shiloh Baptist church on Sabbath. <box>227 2302 418 2352</box>
section-headline: Brownsville, Pa. <box>436 1681 626 1714</box>
paragraph: John F. Smith, one of the oldest citizens of Stuarts Draft, Va., died early September 20, at his home. The deceased was 72 years of age. The funeral services were held in the M. E. church by Rev. Young, pastor. Mr. Smith was a life-long member of the Reed Chapel M. E. church. He leaves a wife and eight children to survive him: William C. Smith, Hiram T. Smith, Joseph M. C. Smith, E. L. Smith, of Charleroi; Craig Smith of Stuarts Draft, W. Va.; Mrs. Sarah C. Smith of Stuarts Draft, W. Va.; Rev. John S. Smith of Waynesburg, Pa.; Julius W. Smith of Monessen, Pa. John F. Smith leaves an estate of $2,500. <box>435 1091 626 1300</box>
section-headline: Washington, Pa. <box>850 49 1040 82</box>
news-section <box>20 598 211 996</box>
paragraph: Mrs. Frances E. Preston of Detroit, Mich., rendered a program last Thursday night, which was indeed inspiring, interesting and very instructive. All who heard Mrs. Preston were well pleased and wish her much success in her noble endeavor as a leader among women. <box>850 651 1041 750</box>
subheading: John Wesley M. E. Church. <box>868 634 1022 647</box>
paragraph: The services at Bethel A. M. E. church were extraordinarily interesting last Sunday. The officers and members of the church are working like bees in a hive to finish up the year's work in fine shape. The collection on Sunday was far in advance of any previous Sunday. The choir rendered excellent music and all expressions were manifestly encouraging for the coming conference. A committee from the officers of the church read a preamble and set of resolutions commendatory of the heroic work done by the pastor in this conference year, which was accompanied by a petition for the pastor's return for another year. When it was put before the congregation on Sunday night for their approval, they voted unanimously in favor of the petition. It was gratifying to the pastor to see such an outburst of favorable sentiment for his return. <box>227 752 418 1048</box>
paragraph: Moses Armstrong, a well known citizen of Franklin, has been sent to the city farm by the commissioners. He had been sick all summer with dropsy. <box>1057 1666 1248 1716</box>
subheading: COLORED AGENTS WANTED. <box>30 1339 201 1353</box>
paragraph: Lloyd Fisher, president of the T. C. club of Homestead, resigned the said office of president as he will return to school in a few days. The members regret that he must leave, but wish him much success. L. J. Richardson, the vice, was elected president and Ralph Blackburn was elected vice. <box>20 2032 211 2131</box>
paragraph: Quite a number from Uniontown, and Monongahela attended the ball at Odd Fellows hall on Wednesday evening. <box>435 1881 626 1931</box>
byline: (By Mary H. Workman.) <box>55 2176 175 2188</box>
section-headline: BUTLER, PA. <box>228 1897 418 1930</box>
paragraph: date had been set on the month's calendar before some of the members arrived home. The next meeting will be held at the home of Mrs. George Fields on Tuesday, October 24. <box>1057 44 1248 105</box>
paragraph: Those who attended the funeral of Fred Smith were: Mr. and Mrs. Jos. Simmons and daughter, Miss Alvereda and son, Jerry, Porter Simmons and daughter, Miss Lella, Mrs. M. J. Simmons, Mr. Simmons and Mr. and Mrs. Frank Simmons. <box>227 1359 418 1446</box>
paragraph: Fred D. Johnson of the local post office, is spending his vacation in New York City. <box>850 306 1041 344</box>
agent-entry: Miss Maria Thornhill, 223 Walnut st., Bellevue, Pa. <box>1264 1452 1482 1475</box>
paragraph: Mrs. Annie Gaines of Wheeling, W. Va., is the guest of her sister, Mrs. John P. Hayden of Hall avenue. <box>850 224 1041 261</box>
agent-entry: Clay & Wilson, 10 East Park Way, North Side, City. <box>1264 1115 1474 1139</box>
news-section <box>20 49 211 590</box>
agent-entry: J. W. Dooley, 20th st., Homestead, Pa. <box>1264 1308 1436 1320</box>
news-section <box>20 1475 211 2131</box>
paragraph: Miss Hazel Flemon, who has been sick for the past week is improving slowly. <box>20 232 211 269</box>
news-section <box>228 699 418 1298</box>
news-section <box>436 1054 626 1673</box>
byline: (By Mabel J. Webster.) <box>59 634 171 647</box>
paragraph: An auto party composed of the following persons from Cambridge Springs attended the concert: Mr. and Mrs. Smith, Wm. Sims, L. Bennett and S. Jones. <box>642 2213 833 2275</box>
paragraph: The wonder well conducted by Rev. Mrs. Goggin was very unique. Much credit is due Rev. Goggin for the success of the entertainment. <box>227 588 418 638</box>
agent-entry: Mr. John Peterson, 1613 Franklin st., N. S. <box>1264 1076 1460 1087</box>
paragraph: Expo visitors: Mrs. Floyd Rose. Misses Louise Wheeler, Ruth McGee, Haven Brown, Lewis McGee, Mrs. G. Prawl, Mrs. John Harper and daughters, Emma Harper and Mrs. Lydie Collins. <box>435 414 626 488</box>
paragraph: Wm. Thomas of California, was a last week visitor to his parents, Mr. and Mrs. Wesley Thomas of Railroad street. <box>850 458 1041 495</box>
paragraph: The Elks are expecting to take a hay-ride to California on Friday evening to serenade John W. Freeman. <box>1057 236 1248 273</box>
agent-entry: Mrs. Eva Holmes, 709 6th ave., Beaver Falls, Pa. <box>1264 1438 1489 1450</box>
paragraph: Combats between animals of different species are a source of great amusement among the Japanese. One of the most popular contests is that between monkey and goose. The monkey is tied to one of the goose's legs, by means of a cord, and both animals are set down near the bank of a river, or pond. The goose, straining to go into the water, drags the monkey after it, and the monkey, being in dread of the water, exerts himself to the utmost not to be drawn into it. As a rule, the goose drives the monkey into the water, and then the cunning simian sits astride of the goose, the two animals becoming like a horse and rider in an equestrian fashion. The goose then tries to dive, and the monkey perversely tries to get on top. The fights go on until the spectators tire, and the animals are released from an uncongenial companionship. <box>1057 1884 1248 2167</box>
paragraph: Mrs. Curtis Black of Harrisonburg, Va., spent Sunday with Mr. and Mrs. J. J. Rank of Twelfth avenue. <box>20 1992 211 2028</box>
paragraph: Joseph Wormsley of McClane's station, was the guest of Mr. and Mrs. W. E. Jefferson last Sunday. <box>850 754 1041 790</box>
agent-entry: Mrs. A. L. Anderson, 41 Arthur st., City. <box>1264 1240 1448 1251</box>
paragraph: On Saturday quarterly conference will be held and the new presiding elder, Rev. W. A. H. Pringle of Johnstown, will have charge. On Sunday there will be a sermon at 11 o'clock and at 3 p. m. and the lovefeast will be followed by a sermon at 11 o'clock by the pastor. Communion at 3 p. m., the sermon to be delivered by Rev. Pringle. Plans are on foot to improve the appearance of the church in the near future. All friends of this church are cordially invited to attend the services next Sunday. <box>850 1147 1041 1320</box>
byline: (By Jas. Hilton.) <box>283 1343 363 1355</box>
